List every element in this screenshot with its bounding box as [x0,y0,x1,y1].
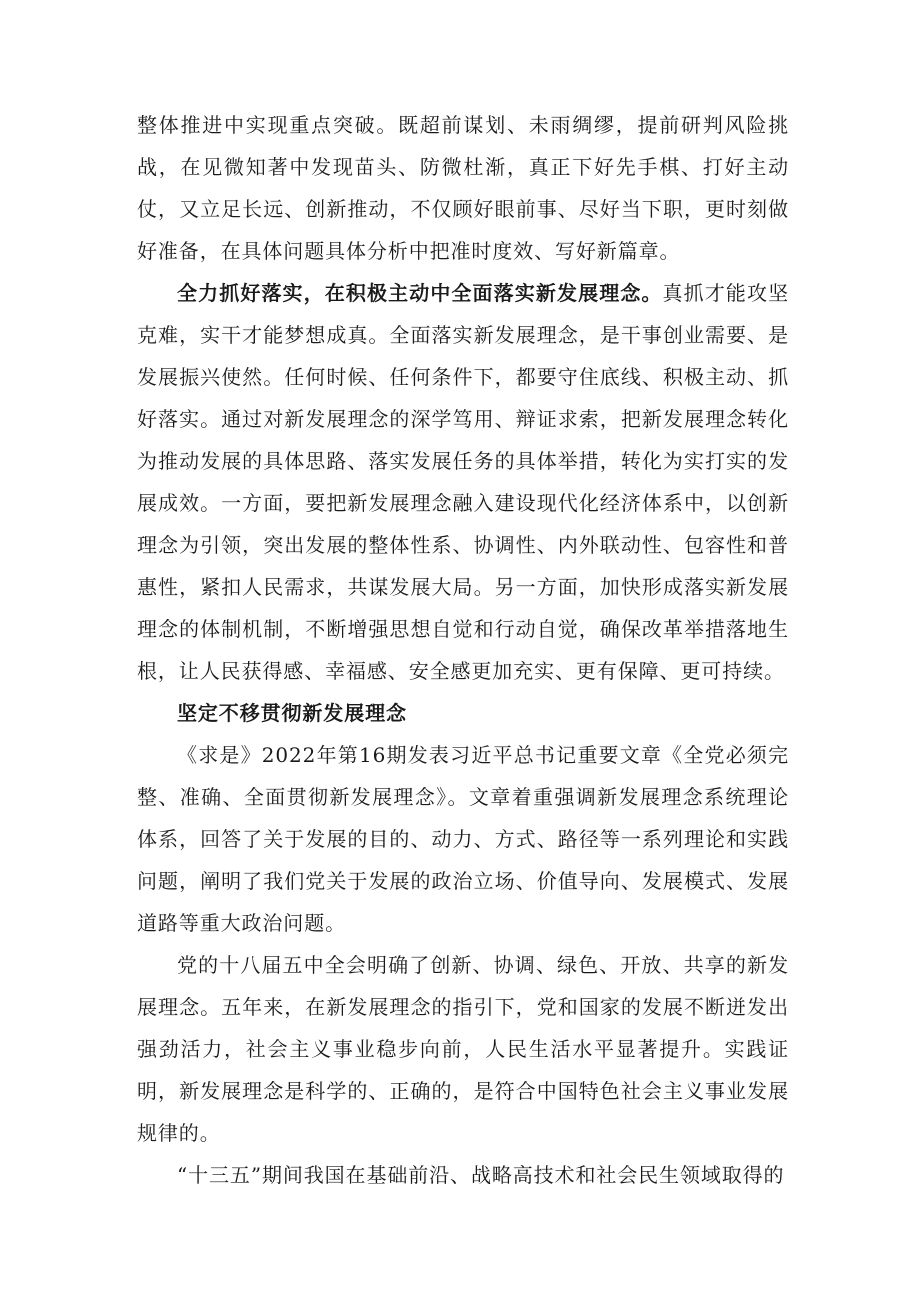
paragraph-implementation [137,272,789,692]
paragraph-qiushi-article: 《求是》2022年第16期发表习近平总书记重要文章《全党必须完整、准确、全面贯彻新发展理念》。文章着重强调新发展理念系统理论体系，回答了关于发展的目的、动力、方式、路径等一系列理论和实践问题，阐明了我们党关于发展的政治立场、价值导向、发展模式、发展道路等重大政治问题。 [137,743,789,935]
paragraph-plenary-session: 党的十八届五中全会明确了创新、协调、绿色、开放、共享的新发展理念。五年来，在新发展理念的指引下，党和国家的发展不断迸发出强劲活力，社会主义事业稳步向前，人民生活水平显著提升。实践证明，新发展理念是科学的、正确的，是符合中国特色社会主义事业发展规律的。 [137,953,789,1145]
paragraph-body: 真抓才能攻坚克难，实干才能梦想成真。全面落实新发展理念，是干事创业需要、是发展振兴使然。任何时候、任何条件下，都要守住底线、积极主动、抓好落实。通过对新发展理念的深学笃用、辩证求索，把新发展理念转化为推动发展的具体思路、落实发展任务的具体举措，转化为实打实的发展成效。一方面，要把新发展理念融入建设现代化经济体系中，以创新理念为引领，突出发展的整体性系、协调性、内外联动性、包容性和普惠性，紧扣人民需求，共谋发展大局。另一方面，加快形成落实新发展理念的体制机制，不断增强思想自觉和行动自觉，确保改革举措落地生根，让人民获得感、幸福感、安全感更加充实、更有保障、更可持续。 [137,281,789,683]
paragraph-lead-sentence: 全力抓好落实，在积极主动中全面落实新发展理念。 [177,281,663,305]
paragraph-thirteenth-five-year: “十三五”期间我国在基础前沿、战略高技术和社会民生领域取得的 [177,1163,785,1187]
section-heading: 坚定不移贯彻新发展理念 [177,701,407,725]
document-page [137,104,789,1196]
paragraph-continuation: 整体推进中实现重点突破。既超前谋划、未雨绸缪，提前研判风险挑战，在见微知著中发现苗头、防微杜渐，真正下好先手棋、打好主动仗，又立足长远、创新推动，不仅顾好眼前事、尽好当下职，更时刻做好准备，在具体问题具体分析中把准时度效、写好新篇章。 [137,113,789,263]
